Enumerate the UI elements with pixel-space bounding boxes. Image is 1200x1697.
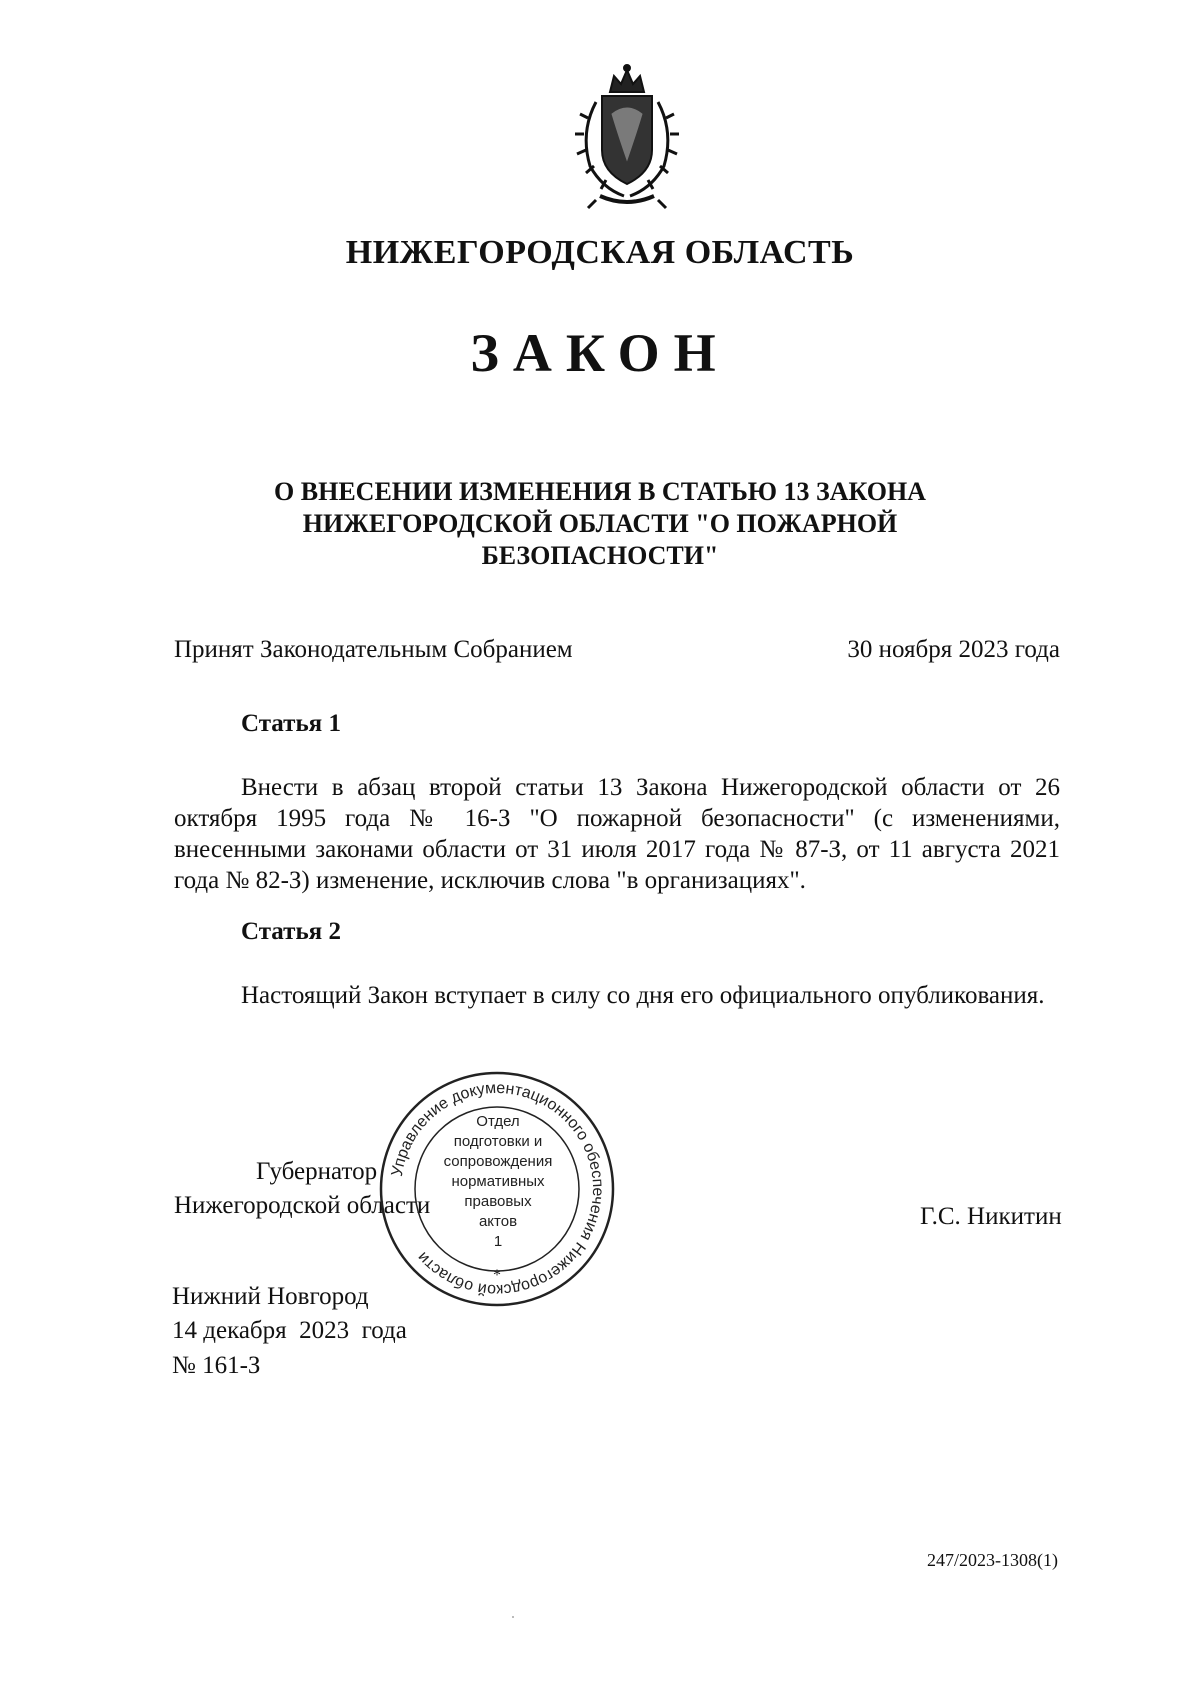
seal-inner-text [418,1112,578,1252]
law-title-line: БЕЗОПАСНОСТИ" [481,541,719,570]
coat-of-arms-icon [566,62,688,212]
seal-line: подготовки и [453,1133,543,1150]
law-title-line: О ВНЕСЕНИИ ИЗМЕНЕНИЯ В СТАТЬЮ 13 ЗАКОНА [274,477,926,506]
article-1-body: Внести в абзац второй статьи 13 Закона Нижегородской области от 26 октября 1995 года № 16-З "О пожарной безопасности" (с изменениями, внесенными законами области от 31 июля 2017 года № 87-З, от 11 августа 2021 года № 82-З) изменение, исключив слова "в организациях". [174,774,1060,894]
document-type: ЗАКОН [470,323,730,383]
registration-number: 247/2023-1308(1) [927,1550,1058,1570]
law-title-line: НИЖЕГОРОДСКОЙ ОБЛАСТИ "О ПОЖАРНОЙ [302,509,898,538]
seal-ring-text: Управление документационного обеспечения Нижегородской области [388,1079,607,1299]
adoption-date: 30 ноября 2023 года [847,636,1060,663]
article-2-heading: Статья 2 [241,918,341,945]
law-title [250,476,950,572]
law-number: № 161-З [172,1352,261,1379]
seal-line: сопровождения [443,1153,553,1170]
region-name: НИЖЕГОРОДСКАЯ ОБЛАСТЬ [345,234,855,271]
seal-star: * [493,1267,501,1284]
signing-city: Нижний Новгород [172,1283,369,1310]
signer-position-line1: Губернатор [256,1158,378,1185]
scan-artifact [512,1616,514,1618]
seal-line: правовых [464,1193,532,1210]
signer-name: Г.С. Никитин [920,1203,1062,1230]
signing-date: 14 декабря 2023 года [172,1317,407,1344]
seal-line: актов [478,1213,518,1230]
article-1-text [174,772,1060,896]
article-2-text [174,980,1060,1011]
seal-line: нормативных [451,1173,545,1190]
seal-line: 1 [493,1233,503,1250]
article-1-heading: Статья 1 [241,710,341,737]
adoption-label: Принят Законодательным Собранием [174,636,573,663]
article-2-body: Настоящий Закон вступает в силу со дня его официального опубликования. [241,982,1045,1009]
seal-line: Отдел [476,1113,520,1130]
signer-position-line2: Нижегородской области [174,1192,431,1219]
